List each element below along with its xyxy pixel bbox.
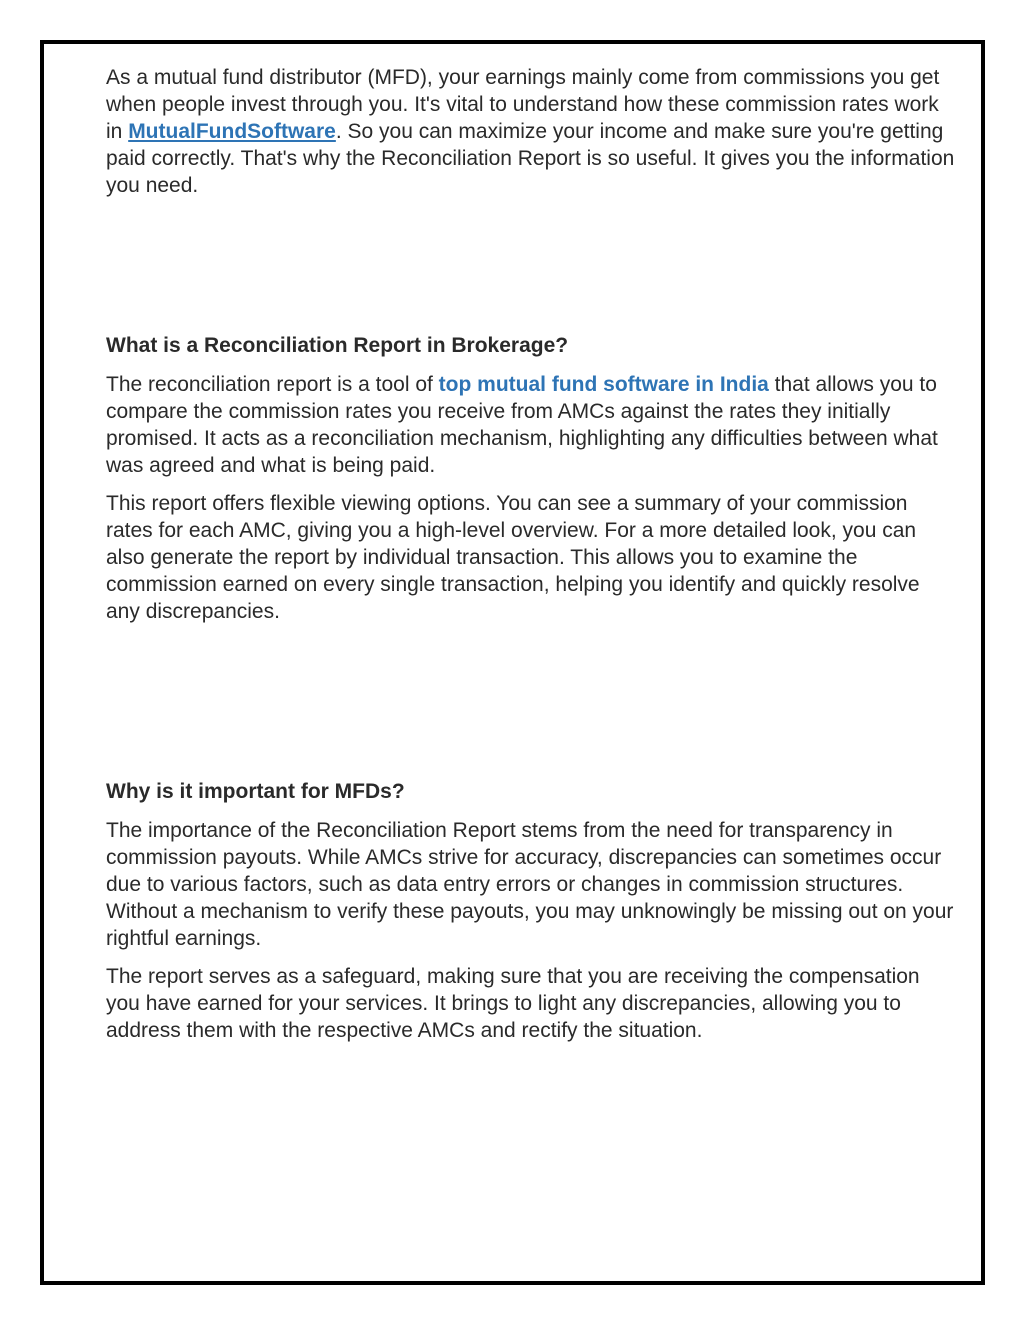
page-frame	[40, 40, 985, 1285]
document-content	[106, 64, 956, 1044]
spacer	[106, 199, 956, 332]
spacer	[106, 625, 956, 778]
intro-text-after-link: . So you can maximize your income and make sure you're getting paid correctly. That's why the Reconciliation Report is so useful. It gives you the information you need.	[106, 120, 955, 197]
section1-paragraph-1	[106, 371, 956, 479]
section-heading-reconciliation: What is a Reconciliation Report in Brokerage?	[106, 334, 569, 357]
intro-paragraph	[106, 64, 956, 199]
mutualfundsoftware-link[interactable]: MutualFundSoftware	[128, 120, 336, 143]
top-mutual-fund-software-link[interactable]: top mutual fund software in India	[438, 373, 769, 396]
section2-paragraph-1: The importance of the Reconciliation Report stems from the need for transparency in commission payouts. While AMCs strive for accuracy, discrepancies can sometimes occur due to various factors, such as data entry errors or changes in commission structures. Without a mechanism to verify these payouts, you may unknowingly be missing out on your rightful earnings.	[106, 819, 954, 950]
section1-text-after-link: that allows you to compare the commission rates you receive from AMCs against the rates they initially promised. It acts as a reconciliation mechanism, highlighting any difficulties between what was agreed and what is being paid.	[106, 373, 938, 477]
section-heading-importance: Why is it important for MFDs?	[106, 780, 405, 803]
section1-text-before-link: The reconciliation report is a tool of	[106, 373, 439, 396]
intro-text-before-link: As a mutual fund distributor (MFD), your earnings mainly come from commissions you get when people invest through you. It's vital to understand how these commission rates work in	[106, 66, 940, 143]
section2-paragraph-2: The report serves as a safeguard, making sure that you are receiving the compensation you have earned for your services. It brings to light any discrepancies, allowing you to address them with the respective AMCs and rectify the situation.	[106, 965, 920, 1042]
section1-paragraph-2: This report offers flexible viewing options. You can see a summary of your commission rates for each AMC, giving you a high-level overview. For a more detailed look, you can also generate the report by individual transaction. This allows you to examine the commission earned on every single transaction, helping you identify and quickly resolve any discrepancies.	[106, 492, 920, 623]
